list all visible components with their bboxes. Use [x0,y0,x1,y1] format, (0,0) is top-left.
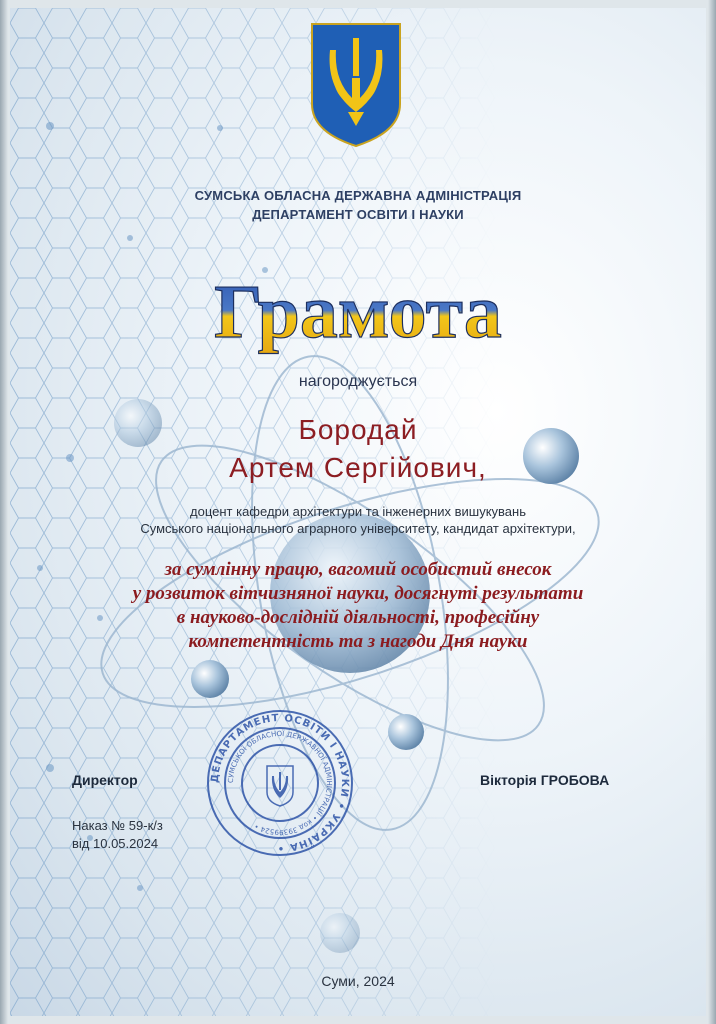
reason-line-2: у розвиток вітчизняної науки, досягнуті результати [132,583,584,604]
signer-name: Вікторія ГРОБОВА [480,772,610,788]
stamp-trident-icon [267,766,293,806]
recipient-given-names: Артем Сергійович, [229,452,487,483]
organization-line-2: ДЕПАРТАМЕНТ ОСВІТИ І НАУКИ [252,207,464,222]
position-line-1: доцент кафедри архітектури та інженерних вишукувань [190,504,526,519]
stamp-inner-text: СУМСЬКОЇ ОБЛАСНОЇ ДЕРЖАВНОЇ АДМІНІСТРАЦІЇ • код 39399524 • [226,729,334,837]
stamp-outer-text: ДЕПАРТАМЕНТ ОСВІТИ І НАУКИ • УКРАЇНА • [209,712,351,854]
position-line-2: Сумського національного аграрного університету, кандидат архітектури, [140,521,576,536]
awarded-label: нагороджується [298,373,418,390]
order-date: від 10.05.2024 [72,836,159,851]
recipient-surname: Бородай [298,414,418,445]
organization-line-1: СУМСЬКА ОБЛАСНА ДЕРЖАВНА АДМІНІСТРАЦІЯ [194,188,522,203]
certificate-sheet [10,8,706,1016]
director-label: Директор [72,772,138,788]
title-text: Грамота [214,270,502,354]
official-seal-icon [205,708,355,858]
trident-coat-of-arms-icon [308,20,404,150]
document-title [178,261,538,361]
order-number: Наказ № 59-к/з [72,818,163,833]
reason-line-1: за сумлінну працю, вагомий особистий внесок [164,559,552,580]
reason-line-4: компетентність та з нагоди Дня науки [188,631,528,652]
reason-line-3: в науково-дослідній діяльності, професійну [176,607,540,628]
city-year: Суми, 2024 [321,973,395,989]
